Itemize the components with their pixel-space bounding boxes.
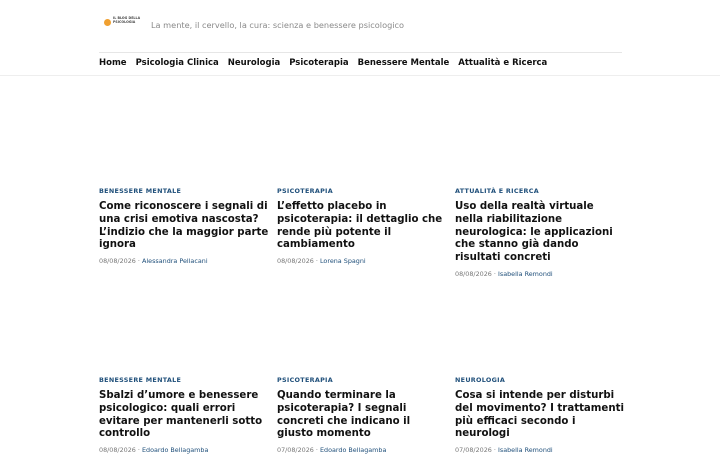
article-date: 08/08/2026 bbox=[277, 257, 314, 266]
article-category[interactable]: NEUROLOGIA bbox=[455, 376, 506, 384]
article-meta bbox=[455, 270, 625, 278]
article-category[interactable]: ATTUALITÀ E RICERCA bbox=[455, 187, 539, 195]
article-title[interactable]: Uso della realtà virtuale nella riabilitazione neurologica: le applicazioni che stanno già dando risultati concreti bbox=[455, 201, 613, 264]
meta-separator: · bbox=[493, 446, 496, 454]
article-title[interactable]: Come riconoscere i segnali di una crisi emotiva nascosta? L’indizio che la maggior parte ignora bbox=[99, 201, 269, 251]
article-author[interactable]: Isabella Remondi bbox=[497, 269, 553, 278]
nav-item-benessere-mentale[interactable]: Benessere Mentale bbox=[357, 58, 450, 68]
article-author[interactable]: Edoardo Bellagamba bbox=[141, 446, 209, 454]
site-header bbox=[0, 0, 720, 52]
article-category[interactable]: PSICOTERAPIA bbox=[277, 376, 333, 384]
main-nav bbox=[99, 57, 556, 71]
article-title[interactable]: Cosa si intende per disturbi del movimento? I trattamenti più efficaci secondo i neurologi bbox=[455, 390, 624, 440]
article-category[interactable]: PSICOTERAPIA bbox=[277, 187, 333, 195]
article-title[interactable]: L’effetto placebo in psicoterapia: il dettaglio che rende più potente il cambiamento bbox=[277, 201, 443, 251]
article-date: 08/08/2026 bbox=[455, 269, 492, 278]
article-meta bbox=[277, 446, 447, 454]
meta-separator: · bbox=[315, 446, 318, 454]
meta-separator: · bbox=[493, 269, 496, 278]
nav-item-attualita-ricerca[interactable]: Attualità e Ricerca bbox=[458, 58, 548, 68]
article-title[interactable]: Sbalzi d’umore e benessere psicologico: quali errori evitare per mantenerli sotto controllo bbox=[99, 390, 263, 440]
article-card bbox=[99, 376, 269, 454]
article-date: 08/08/2026 bbox=[99, 257, 136, 266]
logo-text: IL BLOG DELLA PSICOLOGIA bbox=[113, 16, 141, 24]
article-author[interactable]: Edoardo Bellagamba bbox=[319, 446, 387, 454]
article-card bbox=[277, 187, 447, 265]
article-author[interactable]: Isabella Remondi bbox=[497, 446, 553, 454]
article-author[interactable]: Alessandra Pellacani bbox=[141, 257, 208, 266]
brain-logo-icon bbox=[104, 19, 111, 26]
nav-item-psicologia-clinica[interactable]: Psicologia Clinica bbox=[135, 58, 219, 68]
article-title[interactable]: Quando terminare la psicoterapia? I segnali concreti che indicano il giusto momento bbox=[277, 390, 411, 440]
article-date: 08/08/2026 bbox=[99, 446, 136, 454]
site-tagline: La mente, il cervello, la cura: scienza e benessere psicologico bbox=[151, 20, 405, 30]
article-date: 07/08/2026 bbox=[277, 446, 314, 454]
nav-item-home[interactable]: Home bbox=[99, 58, 127, 68]
site-logo[interactable] bbox=[104, 16, 140, 32]
meta-separator: · bbox=[315, 257, 318, 266]
article-card bbox=[99, 187, 269, 265]
article-card bbox=[277, 376, 447, 454]
article-meta bbox=[277, 257, 447, 265]
nav-divider bbox=[0, 75, 720, 76]
nav-item-neurologia[interactable]: Neurologia bbox=[227, 58, 281, 68]
article-author[interactable]: Lorena Spagni bbox=[319, 257, 366, 266]
article-card bbox=[455, 376, 625, 454]
article-category[interactable]: BENESSERE MENTALE bbox=[99, 376, 182, 384]
header-divider bbox=[99, 52, 622, 53]
meta-separator: · bbox=[137, 257, 140, 266]
article-date: 07/08/2026 bbox=[455, 446, 492, 454]
article-meta bbox=[455, 446, 625, 454]
article-meta bbox=[99, 446, 269, 454]
article-category[interactable]: BENESSERE MENTALE bbox=[99, 187, 182, 195]
article-meta bbox=[99, 257, 269, 265]
nav-item-psicoterapia[interactable]: Psicoterapia bbox=[289, 58, 349, 68]
article-card bbox=[455, 187, 625, 278]
meta-separator: · bbox=[137, 446, 140, 454]
